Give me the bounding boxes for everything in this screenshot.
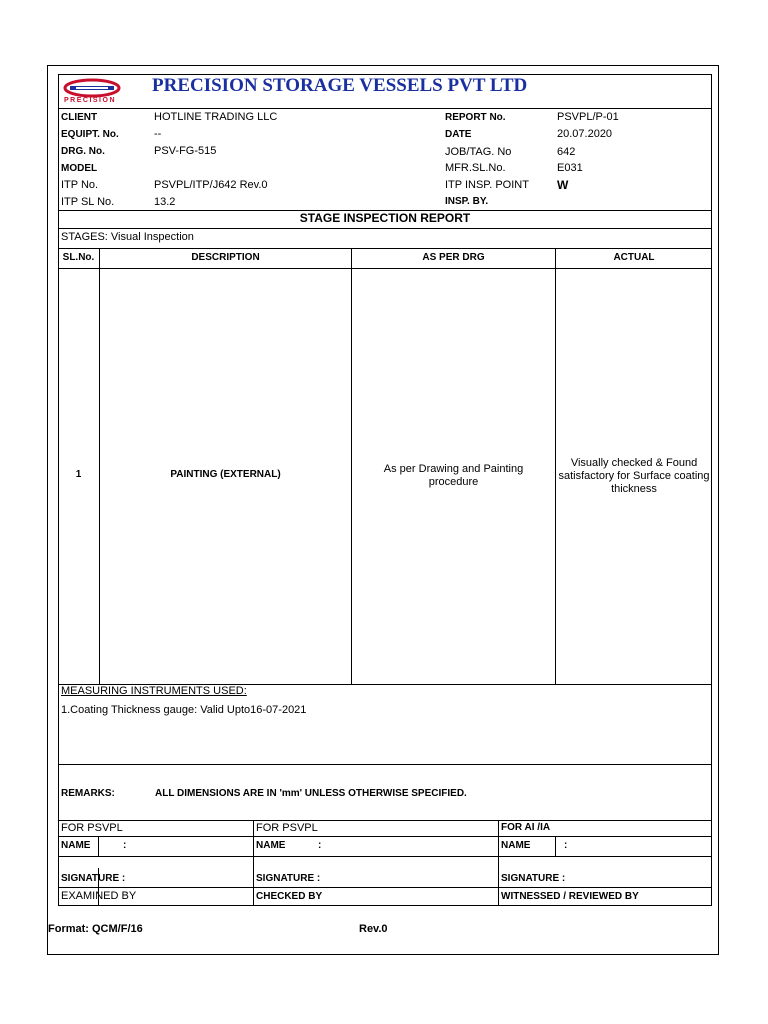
instruments-label: MEASURING INSTRUMENTS USED:	[61, 685, 247, 697]
report-no-label: REPORT No.	[445, 112, 506, 123]
col3-role: WITNESSED / REVIEWED BY	[501, 891, 639, 902]
insp-by-label: INSP. BY.	[445, 196, 489, 207]
itp-sl-value: 13.2	[154, 196, 176, 208]
col1-name-colon: :	[123, 840, 127, 851]
col2-name-colon: :	[318, 840, 322, 851]
date-label: DATE	[445, 129, 472, 140]
mfr-sl-label: MFR.SL.No.	[445, 162, 506, 174]
col1-role: EXAMINED BY	[61, 890, 137, 902]
divider	[58, 887, 712, 888]
company-logo	[62, 78, 122, 106]
revision: Rev.0	[359, 923, 388, 935]
col1-for: FOR PSVPL	[61, 822, 123, 834]
column-divider	[253, 820, 254, 906]
col2-role: CHECKED BY	[256, 891, 323, 902]
job-tag-value: 642	[557, 146, 576, 158]
divider	[58, 108, 712, 109]
header-sl-no: SL.No.	[62, 252, 95, 263]
row-description: PAINTING (EXTERNAL)	[170, 469, 281, 480]
equipt-label: EQUIPT. No.	[61, 129, 119, 140]
itp-label: ITP No.	[61, 179, 99, 191]
row-actual: Visually checked & Found satisfactory for Surface coating thickness	[558, 457, 710, 495]
divider	[58, 764, 712, 765]
col1-name-label: NAME	[61, 840, 91, 851]
mfr-sl-value: E031	[557, 162, 583, 174]
remarks-text: ALL DIMENSIONS ARE IN 'mm' UNLESS OTHERWISE SPECIFIED.	[155, 788, 467, 799]
remarks-label: REMARKS:	[61, 788, 115, 799]
header-as-per-drg: AS PER DRG	[422, 252, 485, 263]
stages-text: STAGES: Visual Inspection	[61, 231, 194, 243]
itp-insp-point-label: ITP INSP. POINT	[445, 179, 529, 191]
row-as-per-drg: As per Drawing and Painting procedure	[383, 463, 524, 488]
itp-sl-label: ITP SL No.	[61, 196, 115, 208]
client-label: CLIENT	[61, 112, 98, 123]
itp-insp-point-value: W	[557, 178, 569, 192]
drg-label: DRG. No.	[61, 146, 105, 157]
column-divider	[351, 248, 352, 684]
col2-signature: SIGNATURE :	[256, 873, 321, 884]
drg-value: PSV-FG-515	[154, 145, 217, 157]
cell-divider	[555, 836, 556, 856]
col3-for: FOR AI /IA	[501, 822, 551, 833]
col2-name-label: NAME	[256, 840, 286, 851]
row-sl-no: 1	[75, 469, 82, 480]
col3-name-label: NAME	[501, 840, 531, 851]
format-code: Format: QCM/F/16	[48, 923, 143, 935]
header-description: DESCRIPTION	[191, 252, 260, 263]
report-no-value: PSVPL/P-01	[557, 111, 619, 123]
divider	[58, 856, 712, 857]
column-divider	[498, 820, 499, 906]
col2-for: FOR PSVPL	[256, 822, 318, 834]
instrument-item: 1.Coating Thickness gauge: Valid Upto16-07-2021	[61, 704, 307, 716]
logo-text: PRECISION	[64, 97, 117, 104]
equipt-value: --	[154, 128, 162, 140]
itp-value: PSVPL/ITP/J642 Rev.0	[154, 179, 268, 191]
divider	[58, 820, 712, 821]
report-title: STAGE INSPECTION REPORT	[299, 211, 471, 225]
divider	[58, 248, 712, 249]
divider	[58, 228, 712, 229]
company-title: PRECISION STORAGE VESSELS PVT LTD	[152, 75, 528, 96]
col1-signature: SIGNATURE :	[61, 873, 126, 884]
col3-name-colon: :	[564, 840, 568, 851]
date-value: 20.07.2020	[557, 128, 613, 140]
column-divider	[99, 248, 100, 684]
client-value: HOTLINE TRADING LLC	[154, 111, 278, 123]
divider	[58, 268, 712, 269]
divider	[58, 836, 712, 837]
header-actual: ACTUAL	[613, 252, 655, 263]
col3-signature: SIGNATURE :	[501, 873, 566, 884]
cell-divider	[98, 836, 99, 856]
job-tag-label: JOB/TAG. No	[445, 146, 512, 158]
model-label: MODEL	[61, 163, 98, 174]
